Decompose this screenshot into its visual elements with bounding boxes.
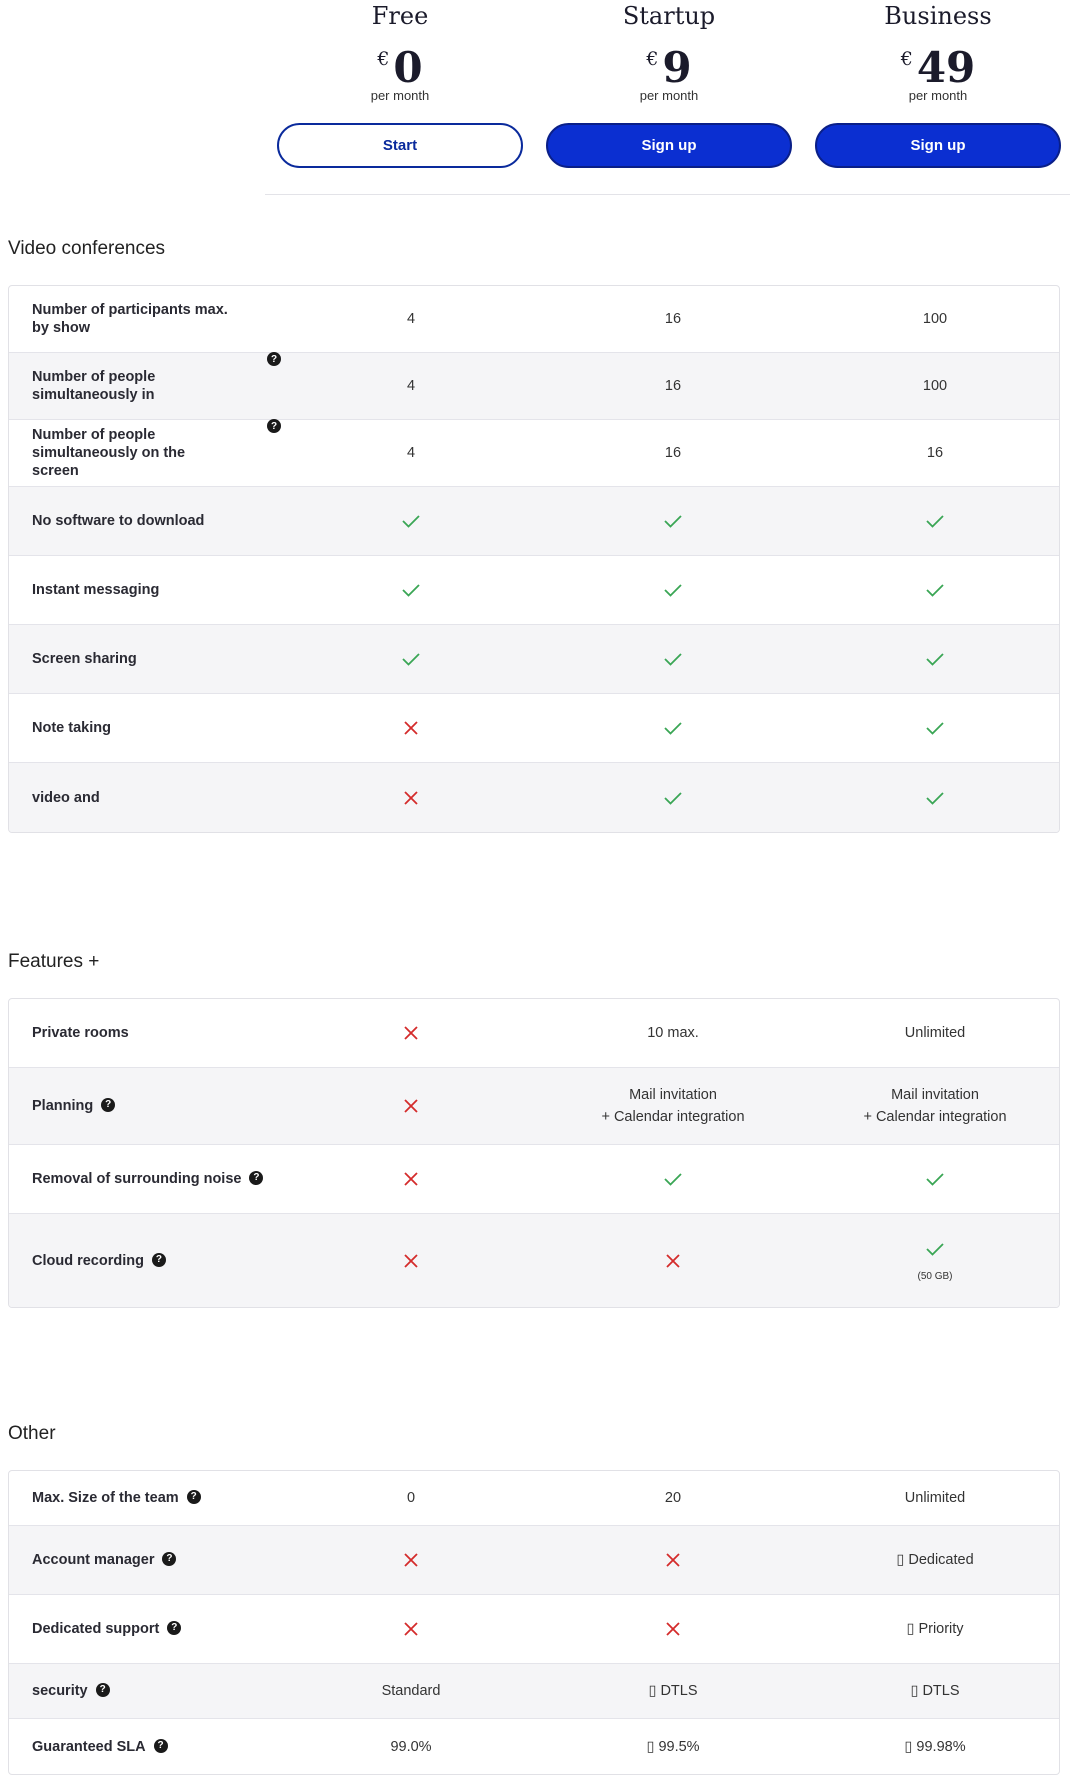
row-label (32, 368, 232, 404)
plan-value: 16 (664, 445, 682, 461)
row-label (32, 1738, 168, 1756)
row-label-text: Planning (32, 1098, 94, 1114)
price-period: per month (639, 88, 699, 103)
plan-value (593, 1250, 753, 1272)
header-divider (265, 194, 1070, 195)
check-icon (925, 1241, 945, 1257)
table-row (9, 1595, 1059, 1664)
price-amount: 49 (916, 43, 976, 92)
plan-value: 100 (922, 311, 948, 327)
row-label-text: Guaranteed SLA (32, 1738, 146, 1755)
cross-icon (403, 790, 419, 806)
plan-value (593, 717, 753, 739)
question-mark-icon[interactable]: ? (267, 419, 281, 433)
plan-name: Startup (622, 2, 716, 30)
plan-value (593, 1549, 753, 1571)
section-title: Other (8, 1423, 56, 1444)
currency-symbol: € (377, 48, 390, 70)
plan-name: Business (884, 2, 992, 30)
question-mark-icon[interactable]: ? (267, 352, 281, 366)
row-label-text: Number of participants max. by show (32, 302, 228, 336)
section-title: Features + (8, 951, 100, 972)
plan-value: ▯ Priority (906, 1621, 964, 1637)
check-icon (925, 582, 945, 598)
plan-business (815, 0, 1061, 168)
table-row (9, 286, 1059, 353)
cross-icon (665, 1621, 681, 1637)
plan-value (855, 717, 1015, 739)
plan-value (331, 1168, 491, 1190)
row-label (32, 789, 100, 807)
plan-value (593, 648, 753, 670)
question-mark-icon[interactable]: ? (101, 1098, 115, 1112)
plan-value (593, 1168, 753, 1190)
plan-value: 10 max. (647, 1025, 699, 1041)
plan-value (855, 579, 1015, 601)
plan-value: 0 (406, 1490, 416, 1506)
row-label (32, 1252, 166, 1270)
row-label-text: Max. Size of the team (32, 1490, 179, 1506)
check-icon (401, 582, 421, 598)
plan-value (331, 717, 491, 739)
plan-value (593, 1618, 753, 1640)
row-label (32, 650, 137, 668)
plan-name: Free (371, 2, 429, 30)
plan-free (277, 0, 523, 168)
table-row (9, 1471, 1059, 1526)
row-label (32, 426, 232, 480)
row-label-text: Number of people simultaneously on the screen (32, 427, 186, 479)
cross-icon (403, 1171, 419, 1187)
plan-value (331, 1095, 491, 1117)
cross-icon (403, 1552, 419, 1568)
question-mark-icon[interactable]: ? (96, 1683, 110, 1697)
plan-value: Unlimited (904, 1025, 966, 1041)
row-label (32, 1024, 129, 1042)
question-mark-icon[interactable]: ? (249, 1171, 263, 1185)
price-period: per month (370, 88, 430, 103)
plan-value (855, 648, 1015, 670)
cross-icon (403, 1253, 419, 1269)
table-row (9, 1526, 1059, 1595)
check-icon (925, 720, 945, 736)
row-label (32, 301, 232, 337)
currency-symbol: € (900, 48, 913, 70)
plan-value (331, 648, 491, 670)
table-row (9, 420, 1059, 487)
table-row (9, 999, 1059, 1068)
plan-value (855, 787, 1015, 809)
check-icon (925, 513, 945, 529)
table-row (9, 556, 1059, 625)
table-row (9, 763, 1059, 832)
plan-value (331, 579, 491, 601)
cross-icon (403, 720, 419, 736)
price-amount: 0 (393, 43, 423, 92)
cross-icon (403, 1098, 419, 1114)
plan-value: Mail invitation + Calendar integration (863, 1087, 1007, 1125)
cross-icon (403, 1621, 419, 1637)
check-icon (663, 651, 683, 667)
table-row (9, 1664, 1059, 1719)
price-amount: 9 (662, 43, 692, 92)
row-label (32, 1551, 176, 1569)
check-icon (925, 651, 945, 667)
row-label (32, 719, 111, 737)
plan-value: Unlimited (904, 1490, 966, 1506)
plan-price (277, 43, 523, 92)
row-label-text: Removal of surrounding noise (32, 1171, 242, 1187)
check-icon (925, 790, 945, 806)
row-label-text: Dedicated support (32, 1621, 160, 1637)
check-icon (663, 1171, 683, 1187)
row-label-text: video and (32, 789, 100, 806)
plan-value: 4 (406, 311, 416, 327)
cross-icon (665, 1253, 681, 1269)
check-icon (663, 790, 683, 806)
plan-value: 16 (926, 445, 944, 461)
row-label (32, 1620, 181, 1638)
plan-value: ▯ DTLS (910, 1683, 960, 1699)
cross-icon (665, 1552, 681, 1568)
table-row (9, 1068, 1059, 1145)
plan-value: 20 (664, 1490, 682, 1506)
start-button[interactable]: Start (277, 123, 523, 168)
plan-value (331, 787, 491, 809)
plan-price (546, 43, 792, 92)
row-label (32, 512, 204, 530)
plan-value: 16 (664, 311, 682, 327)
question-mark-icon[interactable]: ? (162, 1552, 176, 1566)
plan-value (331, 1022, 491, 1044)
sign-up-button-business[interactable]: Sign up (815, 123, 1061, 168)
plan-value (855, 1168, 1015, 1190)
table-row (9, 625, 1059, 694)
row-label (32, 1097, 115, 1115)
feature-table (8, 1470, 1060, 1775)
storage-note: (50 GB) (917, 1270, 953, 1282)
table-row (9, 1719, 1059, 1774)
currency-symbol: € (646, 48, 659, 70)
cross-icon (403, 1025, 419, 1041)
question-mark-icon[interactable]: ? (187, 1490, 201, 1504)
row-label-text: No software to download (32, 513, 205, 529)
table-row (9, 694, 1059, 763)
plan-value (593, 579, 753, 601)
price-period: per month (908, 88, 968, 103)
plan-value (331, 1618, 491, 1640)
row-label-text: Account manager (32, 1552, 155, 1568)
row-label-text: Screen sharing (32, 651, 137, 667)
plan-value (331, 1549, 491, 1571)
feature-table (8, 285, 1060, 833)
check-icon (663, 720, 683, 736)
section-title: Video conferences (8, 238, 166, 259)
plan-value: ▯ 99.98% (904, 1738, 966, 1755)
row-label (32, 1170, 263, 1188)
question-mark-icon[interactable]: ? (152, 1253, 166, 1267)
table-row (9, 353, 1059, 420)
plan-value (331, 510, 491, 532)
plan-value (593, 787, 753, 809)
row-label-text: Cloud recording (32, 1252, 144, 1269)
plan-value: 99.0% (390, 1738, 432, 1755)
row-label-text: Number of people simultaneously in (32, 369, 156, 403)
table-row (9, 1214, 1059, 1307)
question-mark-icon[interactable]: ? (154, 1739, 168, 1753)
plan-value (593, 510, 753, 532)
check-icon (401, 513, 421, 529)
row-label-text: Note taking (32, 720, 111, 736)
check-icon (663, 513, 683, 529)
row-label (32, 1489, 201, 1507)
plan-value: 4 (406, 378, 416, 394)
row-label-text: security (32, 1683, 88, 1699)
sign-up-button-startup[interactable]: Sign up (546, 123, 792, 168)
plan-value: 16 (664, 378, 682, 394)
plan-value (855, 510, 1015, 532)
plan-price (815, 43, 1061, 92)
plan-value: Mail invitation + Calendar integration (601, 1087, 745, 1125)
question-mark-icon[interactable]: ? (167, 1621, 181, 1635)
row-label-text: Private rooms (32, 1025, 129, 1041)
check-icon (663, 582, 683, 598)
plan-value: ▯ Dedicated (896, 1552, 974, 1568)
check-icon (401, 651, 421, 667)
check-icon (925, 1171, 945, 1187)
row-label-text: Instant messaging (32, 582, 160, 598)
plan-value: Standard (381, 1683, 441, 1699)
feature-table (8, 998, 1060, 1308)
plan-value: ▯ 99.5% (646, 1738, 700, 1755)
table-row (9, 487, 1059, 556)
plan-startup (546, 0, 792, 168)
row-label (32, 581, 159, 599)
plan-value: 100 (922, 378, 948, 394)
plan-value: 4 (406, 445, 416, 461)
table-row (9, 1145, 1059, 1214)
plan-value (331, 1250, 491, 1272)
plan-value (855, 1238, 1015, 1284)
plan-value: ▯ DTLS (648, 1683, 698, 1699)
row-label (32, 1682, 110, 1700)
